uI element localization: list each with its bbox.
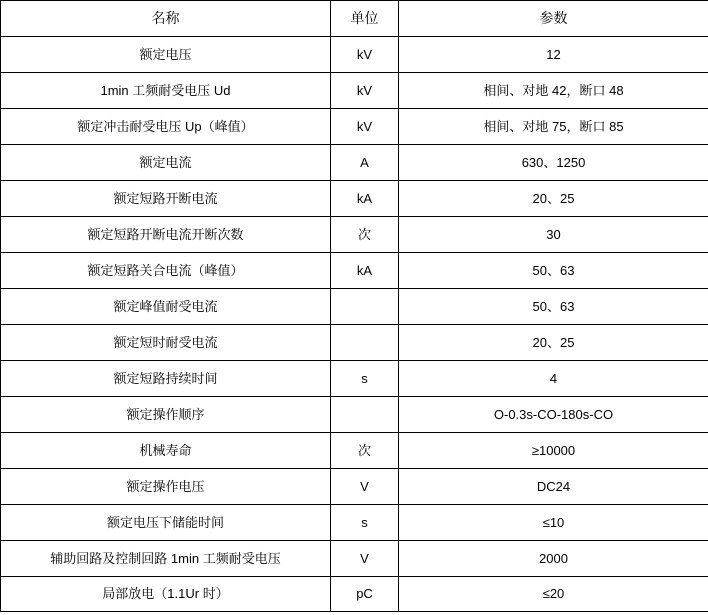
table-row: [1, 397, 708, 433]
row-unit: [331, 397, 399, 433]
table-row: [1, 541, 708, 577]
row-value: 630、1250: [399, 145, 708, 181]
row-name: 辅助回路及控制回路 1min 工频耐受电压: [1, 541, 331, 577]
row-name: 额定操作顺序: [1, 397, 331, 433]
row-value: 相间、对地 42，断口 48: [399, 73, 708, 109]
row-name: 1min 工频耐受电压 Ud: [1, 73, 331, 109]
table-row: [1, 37, 708, 73]
table-body: [1, 1, 708, 612]
row-unit: A: [331, 145, 399, 181]
row-name: 额定短路开断电流: [1, 181, 331, 217]
row-unit: s: [331, 361, 399, 397]
row-name: 额定峰值耐受电流: [1, 289, 331, 325]
row-name: 额定电压: [1, 37, 331, 73]
row-unit: V: [331, 541, 399, 577]
row-name: 额定短路关合电流（峰值）: [1, 253, 331, 289]
row-value: DC24: [399, 469, 708, 505]
row-value: 20、25: [399, 181, 708, 217]
table-row: [1, 289, 708, 325]
row-unit: 次: [331, 217, 399, 253]
header-value: 参数: [399, 1, 708, 37]
row-value: 12: [399, 37, 708, 73]
row-name: 额定短路开断电流开断次数: [1, 217, 331, 253]
table-row: [1, 469, 708, 505]
row-unit: kV: [331, 37, 399, 73]
row-name: 额定电流: [1, 145, 331, 181]
row-value: 50、63: [399, 253, 708, 289]
table-row: [1, 181, 708, 217]
table-header-row: [1, 1, 708, 37]
table-row: [1, 505, 708, 541]
row-value: 4: [399, 361, 708, 397]
row-value: 20、25: [399, 325, 708, 361]
table-row: [1, 577, 708, 612]
row-value: 2000: [399, 541, 708, 577]
row-unit: kA: [331, 253, 399, 289]
header-unit: 单位: [331, 1, 399, 37]
row-unit: pC: [331, 577, 399, 612]
table-row: [1, 325, 708, 361]
row-value: O-0.3s-CO-180s-CO: [399, 397, 708, 433]
row-value: ≥10000: [399, 433, 708, 469]
row-unit: 次: [331, 433, 399, 469]
row-unit: V: [331, 469, 399, 505]
table-row: [1, 109, 708, 145]
row-value: ≤20: [399, 577, 708, 612]
row-name: 额定冲击耐受电压 Up（峰值）: [1, 109, 331, 145]
table-row: [1, 433, 708, 469]
row-value: 30: [399, 217, 708, 253]
row-unit: [331, 325, 399, 361]
row-name: 额定短路持续时间: [1, 361, 331, 397]
row-value: 相间、对地 75，断口 85: [399, 109, 708, 145]
table-row: [1, 253, 708, 289]
table-row: [1, 361, 708, 397]
row-name: 额定短时耐受电流: [1, 325, 331, 361]
row-name: 局部放电（1.1Ur 时）: [1, 577, 331, 612]
table-row: [1, 73, 708, 109]
row-name: 额定操作电压: [1, 469, 331, 505]
row-name: 机械寿命: [1, 433, 331, 469]
table-row: [1, 217, 708, 253]
row-value: ≤10: [399, 505, 708, 541]
header-name: 名称: [1, 1, 331, 37]
row-unit: s: [331, 505, 399, 541]
row-name: 额定电压下储能时间: [1, 505, 331, 541]
row-unit: kA: [331, 181, 399, 217]
row-unit: kV: [331, 109, 399, 145]
row-value: 50、63: [399, 289, 708, 325]
row-unit: kV: [331, 73, 399, 109]
table-row: [1, 145, 708, 181]
row-unit: [331, 289, 399, 325]
